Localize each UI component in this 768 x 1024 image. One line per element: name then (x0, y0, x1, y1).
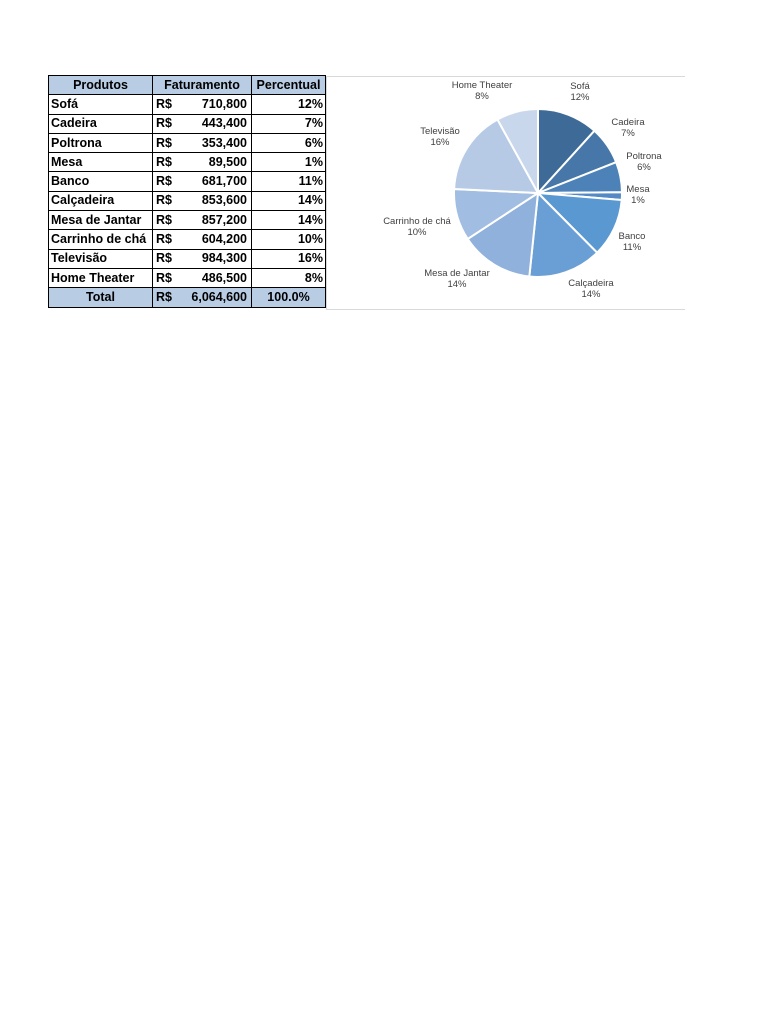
slice-category-label: Home Theater (451, 80, 513, 91)
slice-percent-label: 7% (621, 128, 635, 139)
slice-percent-label: 14% (581, 289, 601, 300)
slice-percent-label: 14% (447, 279, 467, 290)
slice-percent-label: 8% (475, 91, 489, 102)
total-faturamento: 6,064,600 (175, 288, 252, 307)
total-row (49, 288, 326, 307)
cell-faturamento: 604,200 (175, 230, 252, 249)
header-faturamento: Faturamento (153, 76, 252, 95)
cell-percentual: 14% (252, 191, 326, 210)
cell-percentual: 1% (252, 153, 326, 172)
table-row (49, 211, 326, 230)
slice-category-label: Calçadeira (568, 278, 614, 289)
cell-faturamento: 984,300 (175, 249, 252, 268)
cell-faturamento: 681,700 (175, 172, 252, 191)
slice-category-label: Mesa (626, 184, 650, 195)
pie-chart-svg (327, 77, 685, 309)
total-percentual: 100.0% (252, 288, 326, 307)
cell-moeda: R$ (153, 268, 176, 287)
cell-faturamento: 89,500 (175, 153, 252, 172)
cell-moeda: R$ (153, 211, 176, 230)
cell-produto: Mesa de Jantar (49, 211, 153, 230)
cell-produto: Sofá (49, 95, 153, 114)
slice-percent-label: 1% (631, 195, 645, 206)
slice-percent-label: 16% (430, 137, 450, 148)
slice-category-label: Televisão (420, 126, 460, 137)
sales-table (48, 75, 326, 308)
cell-faturamento: 710,800 (175, 95, 252, 114)
slice-category-label: Cadeira (611, 117, 645, 128)
slice-percent-label: 10% (407, 227, 427, 238)
total-label: Total (49, 288, 153, 307)
cell-produto: Mesa (49, 153, 153, 172)
table-row (49, 191, 326, 210)
table-row (49, 114, 326, 133)
cell-faturamento: 857,200 (175, 211, 252, 230)
table-row (49, 249, 326, 268)
cell-moeda: R$ (153, 95, 176, 114)
table-row (49, 172, 326, 191)
slice-category-label: Carrinho de chá (383, 216, 451, 227)
cell-moeda: R$ (153, 114, 176, 133)
slice-percent-label: 12% (570, 92, 590, 103)
slice-percent-label: 11% (622, 242, 642, 253)
table-row (49, 268, 326, 287)
cell-percentual: 16% (252, 249, 326, 268)
cell-percentual: 12% (252, 95, 326, 114)
cell-moeda: R$ (153, 230, 176, 249)
cell-moeda: R$ (153, 153, 176, 172)
table-header-row (49, 76, 326, 95)
table-row (49, 133, 326, 152)
cell-faturamento: 443,400 (175, 114, 252, 133)
cell-faturamento: 853,600 (175, 191, 252, 210)
cell-moeda: R$ (153, 172, 176, 191)
header-produtos: Produtos (49, 76, 153, 95)
cell-percentual: 10% (252, 230, 326, 249)
cell-produto: Cadeira (49, 114, 153, 133)
table-row (49, 95, 326, 114)
pie-chart (326, 76, 685, 310)
cell-produto: Televisão (49, 249, 153, 268)
cell-moeda: R$ (153, 249, 176, 268)
cell-produto: Banco (49, 172, 153, 191)
cell-faturamento: 486,500 (175, 268, 252, 287)
cell-produto: Poltrona (49, 133, 153, 152)
table-row (49, 230, 326, 249)
slice-category-label: Mesa de Jantar (424, 268, 490, 279)
cell-moeda: R$ (153, 133, 176, 152)
cell-produto: Carrinho de chá (49, 230, 153, 249)
total-moeda: R$ (153, 288, 176, 307)
cell-produto: Home Theater (49, 268, 153, 287)
cell-produto: Calçadeira (49, 191, 153, 210)
header-percentual: Percentual (252, 76, 326, 95)
slice-category-label: Poltrona (626, 151, 662, 162)
cell-percentual: 11% (252, 172, 326, 191)
cell-faturamento: 353,400 (175, 133, 252, 152)
cell-percentual: 7% (252, 114, 326, 133)
cell-percentual: 8% (252, 268, 326, 287)
slice-category-label: Banco (618, 231, 646, 242)
slice-percent-label: 6% (637, 162, 651, 173)
cell-percentual: 14% (252, 211, 326, 230)
slice-category-label: Sofá (570, 81, 590, 92)
cell-moeda: R$ (153, 191, 176, 210)
table-row (49, 153, 326, 172)
cell-percentual: 6% (252, 133, 326, 152)
